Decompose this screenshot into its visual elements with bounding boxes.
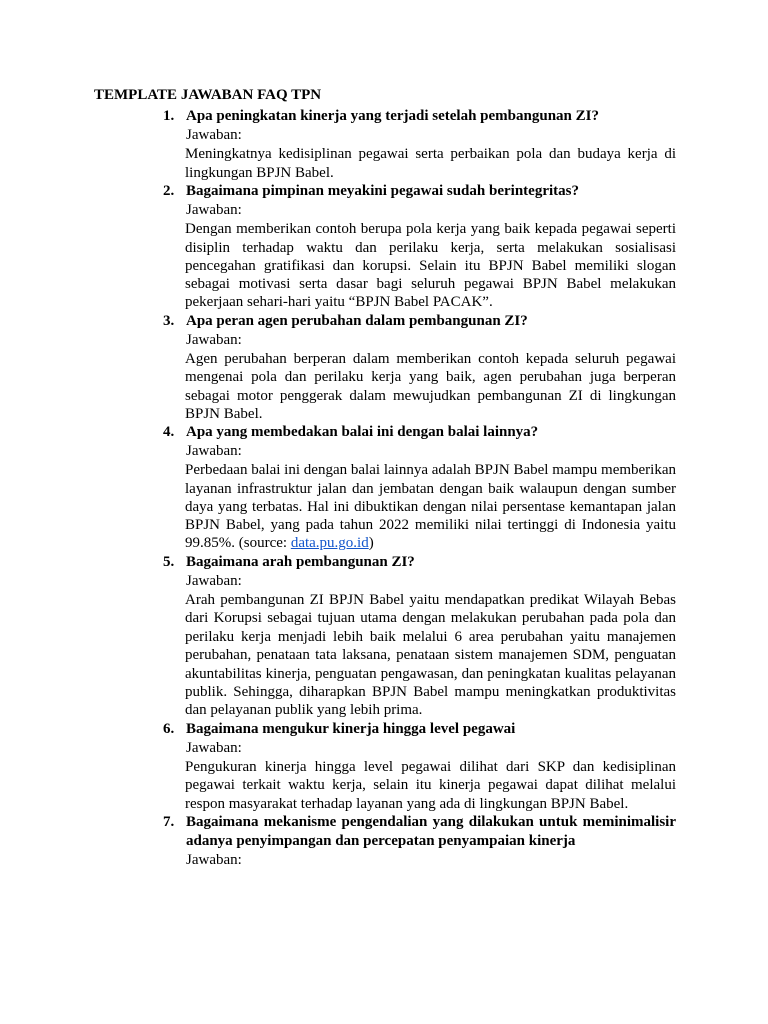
item-number: 1.	[163, 108, 175, 124]
source-link[interactable]: data.pu.go.id	[290, 535, 369, 552]
question-text: Apa peran agen perubahan dalam pembangunan ZI?	[186, 312, 528, 329]
item-number: 2.	[163, 183, 175, 200]
answer-text-after-link: )	[368, 535, 374, 552]
question-text: Bagaimana pimpinan meyakini pegawai sudah berintegritas?	[186, 183, 579, 200]
answer-text-before-link: Perbedaan balai ini dengan balai lainnya adalah BPJN Babel mampu memberikan layanan infrastruktur jalan dan jembatan dengan baik walaupun dengan sumber daya yang terbatas. Hal ini dibuktikan dengan nilai persentase kemantapan jalan BPJN Babel, yang pada tahun 2022 memiliki nilai tertinggi di Indonesia yaitu 99.85%. (source:	[185, 462, 676, 552]
question-text: Bagaimana arah pembangunan ZI?	[186, 553, 415, 570]
answer-label: Jawaban:	[186, 127, 242, 144]
faq-item-3	[0, 312, 768, 423]
answer-text	[185, 461, 676, 552]
faq-list	[0, 107, 768, 870]
answer-label: Jawaban:	[186, 740, 242, 757]
faq-item-5	[0, 553, 768, 720]
answer-label: Jawaban:	[186, 572, 242, 589]
faq-item-6	[0, 720, 768, 813]
faq-item-7	[0, 813, 768, 870]
question-text: Bagaimana mekanisme pengendalian yang dilakukan untuk meminimalisir adanya penyimpangan dan percepatan penyampaian kinerja	[186, 813, 676, 850]
faq-item-4	[0, 423, 768, 553]
document-title: TEMPLATE JAWABAN FAQ TPN	[94, 87, 322, 103]
item-number: 4.	[163, 424, 175, 441]
faq-item-1	[0, 107, 768, 182]
answer-label: Jawaban:	[186, 852, 242, 869]
question-text: Bagaimana mengukur kinerja hingga level pegawai	[186, 720, 516, 737]
item-number: 7.	[163, 813, 175, 830]
question-text: Apa yang membedakan balai ini dengan balai lainnya?	[186, 424, 539, 441]
item-number: 6.	[163, 720, 175, 737]
answer-text: Pengukuran kinerja hingga level pegawai dilihat dari SKP dan kedisiplinan pegawai terkait waktu kerja, selain itu kinerja pegawai dapat dilihat melalui respon masyarakat terhadap layanan yang ada di lingkungan BPJN Babel.	[185, 759, 676, 812]
answer-text: Agen perubahan berperan dalam memberikan contoh kepada seluruh pegawai mengenai pola dan perilaku kerja yang baik, agen perubahan juga berperan sebagai motor penggerak dalam mewujudkan pembangunan ZI di lingkungan BPJN Babel.	[185, 350, 676, 422]
item-number: 3.	[163, 312, 175, 329]
answer-label: Jawaban:	[186, 202, 242, 219]
faq-item-2	[0, 182, 768, 312]
item-number: 5.	[163, 553, 175, 570]
answer-text: Dengan memberikan contoh berupa pola kerja yang baik kepada pegawai seperti disiplin terhadap waktu dan perilaku kerja, serta melakukan sosialisasi pencegahan gratifikasi dan korupsi. Selain itu BPJN Babel memiliki slogan sebagai motivasi serta dasar bagi seluruh pegawai BPJN Babel melakukan pekerjaan sehari-hari yaitu “BPJN Babel PACAK”.	[185, 221, 676, 311]
answer-text: Arah pembangunan ZI BPJN Babel yaitu mendapatkan predikat Wilayah Bebas dari Korupsi sebagai tujuan utama dengan melakukan perubahan pada pola dan perilaku kerja menjadi lebih baik melalui 6 area perubahan yaitu manajemen perubahan, penataan tata laksana, penataan sistem manajemen SDM, penguatan akuntabilitas kinerja, penguatan pengawasan, dan peningkatan kualitas pelayanan publik. Sehingga, diharapkan BPJN Babel mampu meningkatkan produktivitas dan pelayanan publik yang lebih prima.	[185, 591, 676, 719]
question-text: Apa peningkatan kinerja yang terjadi setelah pembangunan ZI?	[186, 108, 599, 124]
answer-label: Jawaban:	[186, 443, 242, 460]
answer-text: Meningkatnya kedisiplinan pegawai serta perbaikan pola dan budaya kerja di lingkungan BPJN Babel.	[185, 146, 676, 181]
answer-label: Jawaban:	[186, 331, 242, 348]
